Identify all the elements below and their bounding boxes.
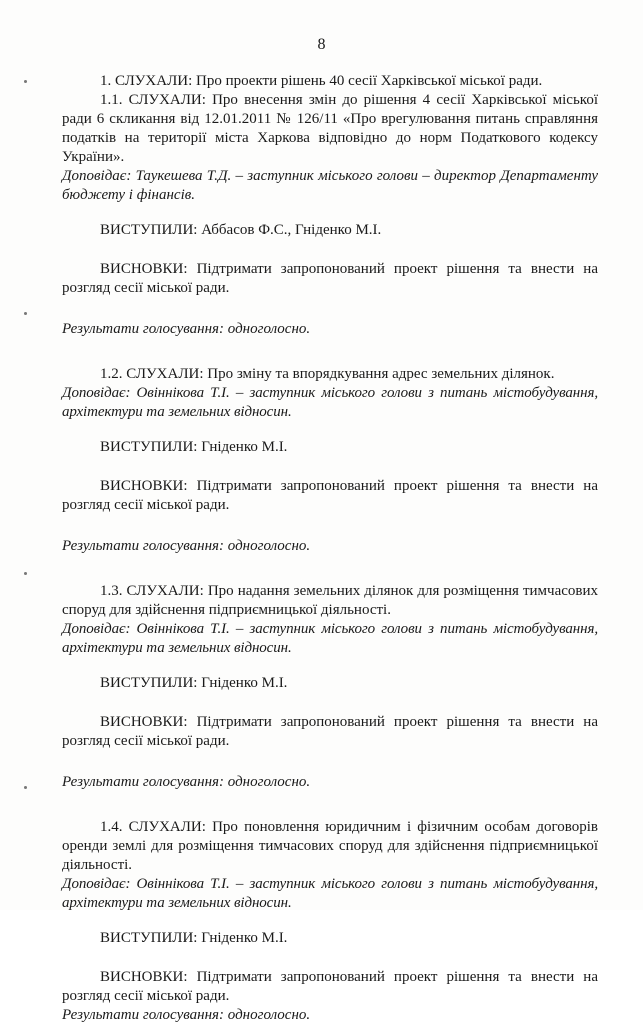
document-body <box>62 72 598 1025</box>
scan-speck <box>24 786 27 789</box>
section-4-vote: Результати голосування: одноголосно. <box>62 1007 311 1023</box>
section-2-vote: Результати голосування: одноголосно. <box>62 538 311 554</box>
section-3-heard: 1.3. СЛУХАЛИ: Про надання земельних ділянок для розміщення тимчасових споруд для здійснення підприємницької діяльності. <box>62 583 598 618</box>
scan-speck <box>24 572 27 575</box>
page-number: 8 <box>317 36 326 53</box>
section-2-reporter: Доповідає: Овіннікова Т.І. – заступник міського голови з питань містобудування, архітектури та земельних відносин. <box>62 385 598 420</box>
section-1-vote: Результати голосування: одноголосно. <box>62 321 311 337</box>
section-4-conclusion: ВИСНОВКИ: Підтримати запропонований проект рішення та внести на розгляд сесії міської ради. <box>62 969 598 1004</box>
section-4-spoke: ВИСТУПИЛИ: Гніденко М.І. <box>100 930 288 946</box>
section-1-heard: 1.1. СЛУХАЛИ: Про внесення змін до рішення 4 сесії Харківської міської ради 6 скликання від 12.01.2011 № 126/11 «Про врегулювання питань справляння податків на території міста Харкова відповідно до норм Податкового кодексу України». <box>62 92 598 165</box>
section-3-spoke: ВИСТУПИЛИ: Гніденко М.І. <box>100 675 288 691</box>
section-1-reporter: Доповідає: Таукешева Т.Д. – заступник міського голови – директор Департаменту бюджету і фінансів. <box>62 168 598 203</box>
section-4-reporter: Доповідає: Овіннікова Т.І. – заступник міського голови з питань містобудування, архітектури та земельних відносин. <box>62 876 598 911</box>
section-2-spoke: ВИСТУПИЛИ: Гніденко М.І. <box>100 439 288 455</box>
scan-speck <box>24 312 27 315</box>
section-3-reporter: Доповідає: Овіннікова Т.І. – заступник міського голови з питань містобудування, архітектури та земельних відносин. <box>62 621 598 656</box>
heard-main: 1. СЛУХАЛИ: Про проекти рішень 40 сесії Харківської міської ради. <box>100 73 543 89</box>
scan-speck <box>24 80 27 83</box>
section-2-heard: 1.2. СЛУХАЛИ: Про зміну та впорядкування адрес земельних ділянок. <box>100 366 555 382</box>
section-3-conclusion: ВИСНОВКИ: Підтримати запропонований проект рішення та внести на розгляд сесії міської ради. <box>62 714 598 749</box>
section-1-conclusion: ВИСНОВКИ: Підтримати запропонований проект рішення та внести на розгляд сесії міської ради. <box>62 261 598 296</box>
section-2-conclusion: ВИСНОВКИ: Підтримати запропонований проект рішення та внести на розгляд сесії міської ради. <box>62 478 598 513</box>
section-3-vote: Результати голосування: одноголосно. <box>62 774 311 790</box>
section-4-heard: 1.4. СЛУХАЛИ: Про поновлення юридичним і фізичним особам договорів оренди землі для розміщення тимчасових споруд для здійснення підприємницької діяльності. <box>62 819 598 873</box>
section-1-spoke: ВИСТУПИЛИ: Аббасов Ф.С., Гніденко М.І. <box>100 222 382 238</box>
